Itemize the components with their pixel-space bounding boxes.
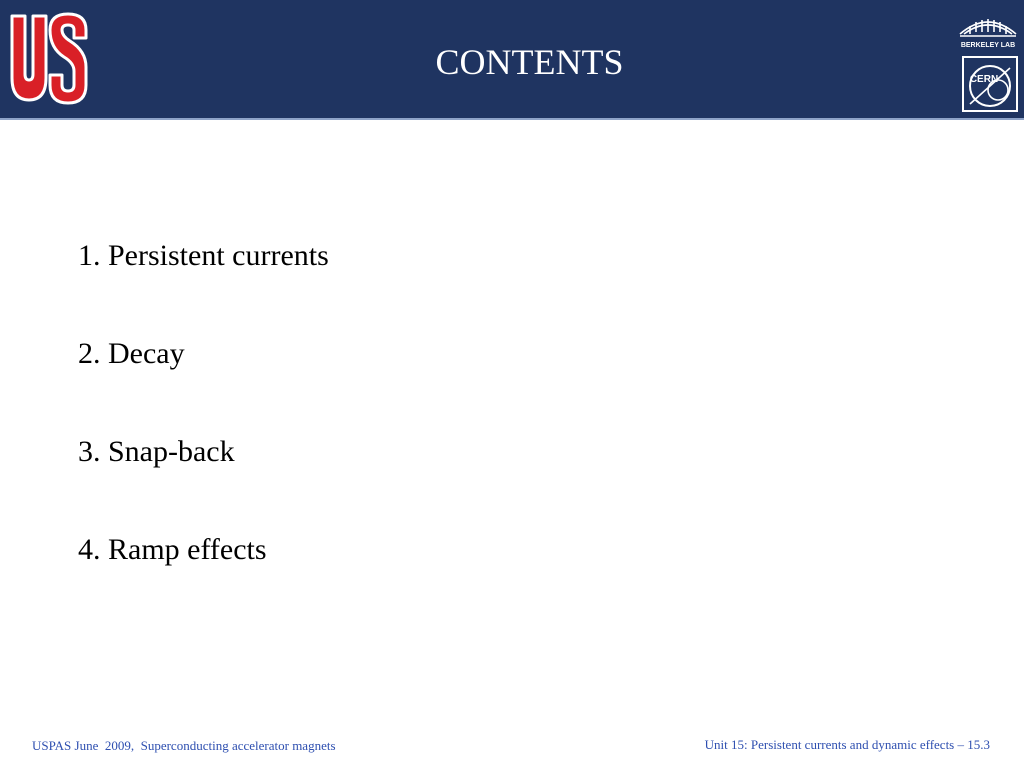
slide-header [0, 0, 1024, 118]
contents-item: 2. Decay [78, 337, 185, 370]
slide-title: CONTENTS [435, 42, 624, 82]
berkeley-lab-logo [956, 4, 1020, 52]
contents-item: 3. Snap-back [78, 435, 235, 468]
footer-unit-info: Unit 15: Persistent currents and dynamic effects – 15.3 [704, 737, 990, 752]
cern-logo [962, 56, 1018, 112]
footer-course-info: USPAS June 2009, Superconducting accelerator magnets [32, 738, 336, 753]
header-divider [0, 118, 1024, 120]
contents-list [78, 236, 329, 628]
svg-text:BERKELEY LAB: BERKELEY LAB [960, 42, 1016, 49]
svg-text:CERN: CERN [969, 74, 999, 85]
contents-item: 4. Ramp effects [78, 533, 267, 566]
contents-item: 1. Persistent currents [78, 239, 329, 272]
